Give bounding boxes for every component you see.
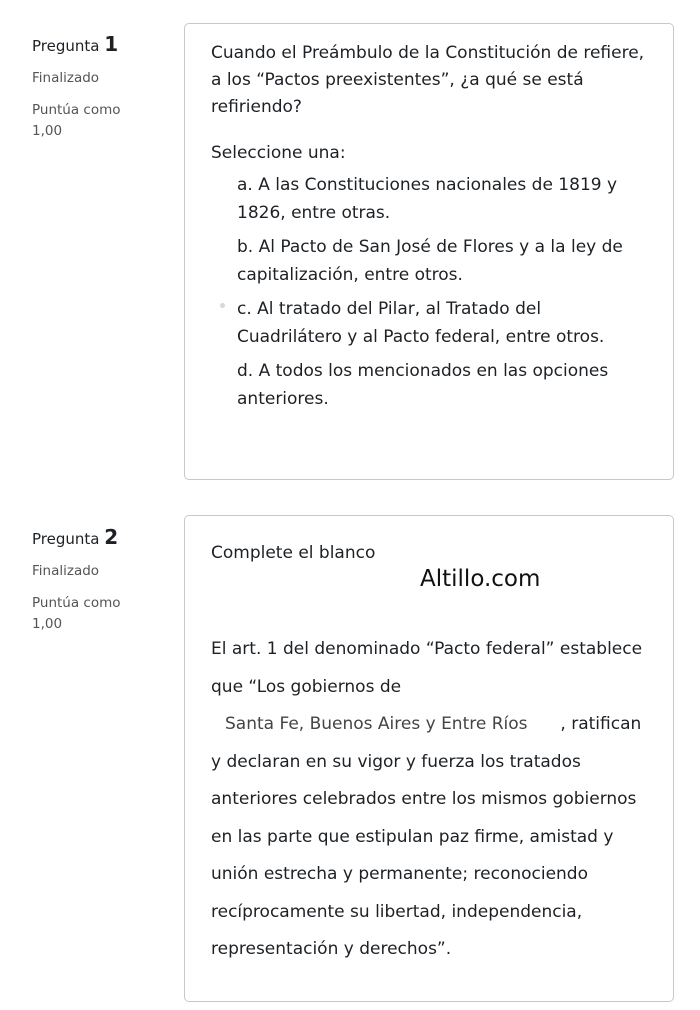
option-c-label: c. Al tratado del Pilar, al Tratado del Cuadrilátero y al Pacto federal, entre otros. xyxy=(237,299,605,347)
question-label: Pregunta xyxy=(32,37,100,55)
grade-label: Puntúa como xyxy=(32,595,121,611)
radio-icon[interactable] xyxy=(220,303,225,308)
blank-answer-field[interactable]: Santa Fe, Buenos Aires y Entre Ríos xyxy=(225,714,528,734)
option-b-label: b. Al Pacto de San José de Flores y a la ley de capitalización, entre otros. xyxy=(237,237,623,285)
select-prompt: Seleccione una: xyxy=(211,143,346,163)
option-d[interactable] xyxy=(185,357,673,413)
question-1-content xyxy=(184,23,674,480)
option-d-label: d. A todos los mencionados en las opciones anteriores. xyxy=(237,361,609,409)
question-label: Pregunta xyxy=(32,530,100,548)
question-1-number xyxy=(32,34,172,56)
question-state: Finalizado xyxy=(32,563,100,579)
grade-label: Puntúa como xyxy=(32,102,121,118)
text-before-blank: El art. 1 del denominado “Pacto federal” establece que “Los gobiernos de xyxy=(211,639,643,697)
text-after-blank: , ratifican y declaran en su vigor y fuerza los tratados anteriores celebrados entre los mismos gobiernos en las parte que estipulan paz firme, amistad y unión estrecha y permanente; reconociendo recíprocamente su libertad, independencia, representación y derechos”. xyxy=(211,714,642,959)
option-a-label: a. A las Constituciones nacionales de 1819 y 1826, entre otras. xyxy=(237,175,618,223)
question-text: Cuando el Preámbulo de la Constitución de refiere, a los “Pactos preexistentes”, ¿a qué se está refiriendo? xyxy=(211,43,645,117)
question-paragraph xyxy=(185,631,673,969)
question-state: Finalizado xyxy=(32,70,100,86)
question-2-number xyxy=(32,527,172,549)
grade-value: 1,00 xyxy=(32,123,63,139)
question-grade xyxy=(32,100,172,142)
option-b[interactable] xyxy=(185,233,673,289)
question-2-content xyxy=(184,515,674,1002)
option-a[interactable] xyxy=(185,171,673,227)
question-1-info xyxy=(32,34,172,142)
question-grade xyxy=(32,593,172,635)
question-number: 2 xyxy=(104,525,119,549)
question-2-info xyxy=(32,527,172,635)
option-c[interactable] xyxy=(185,295,673,351)
grade-value: 1,00 xyxy=(32,616,63,632)
question-number: 1 xyxy=(104,32,119,56)
watermark-logo: Altillo.com xyxy=(420,566,541,592)
question-title: Complete el blanco xyxy=(211,543,376,563)
